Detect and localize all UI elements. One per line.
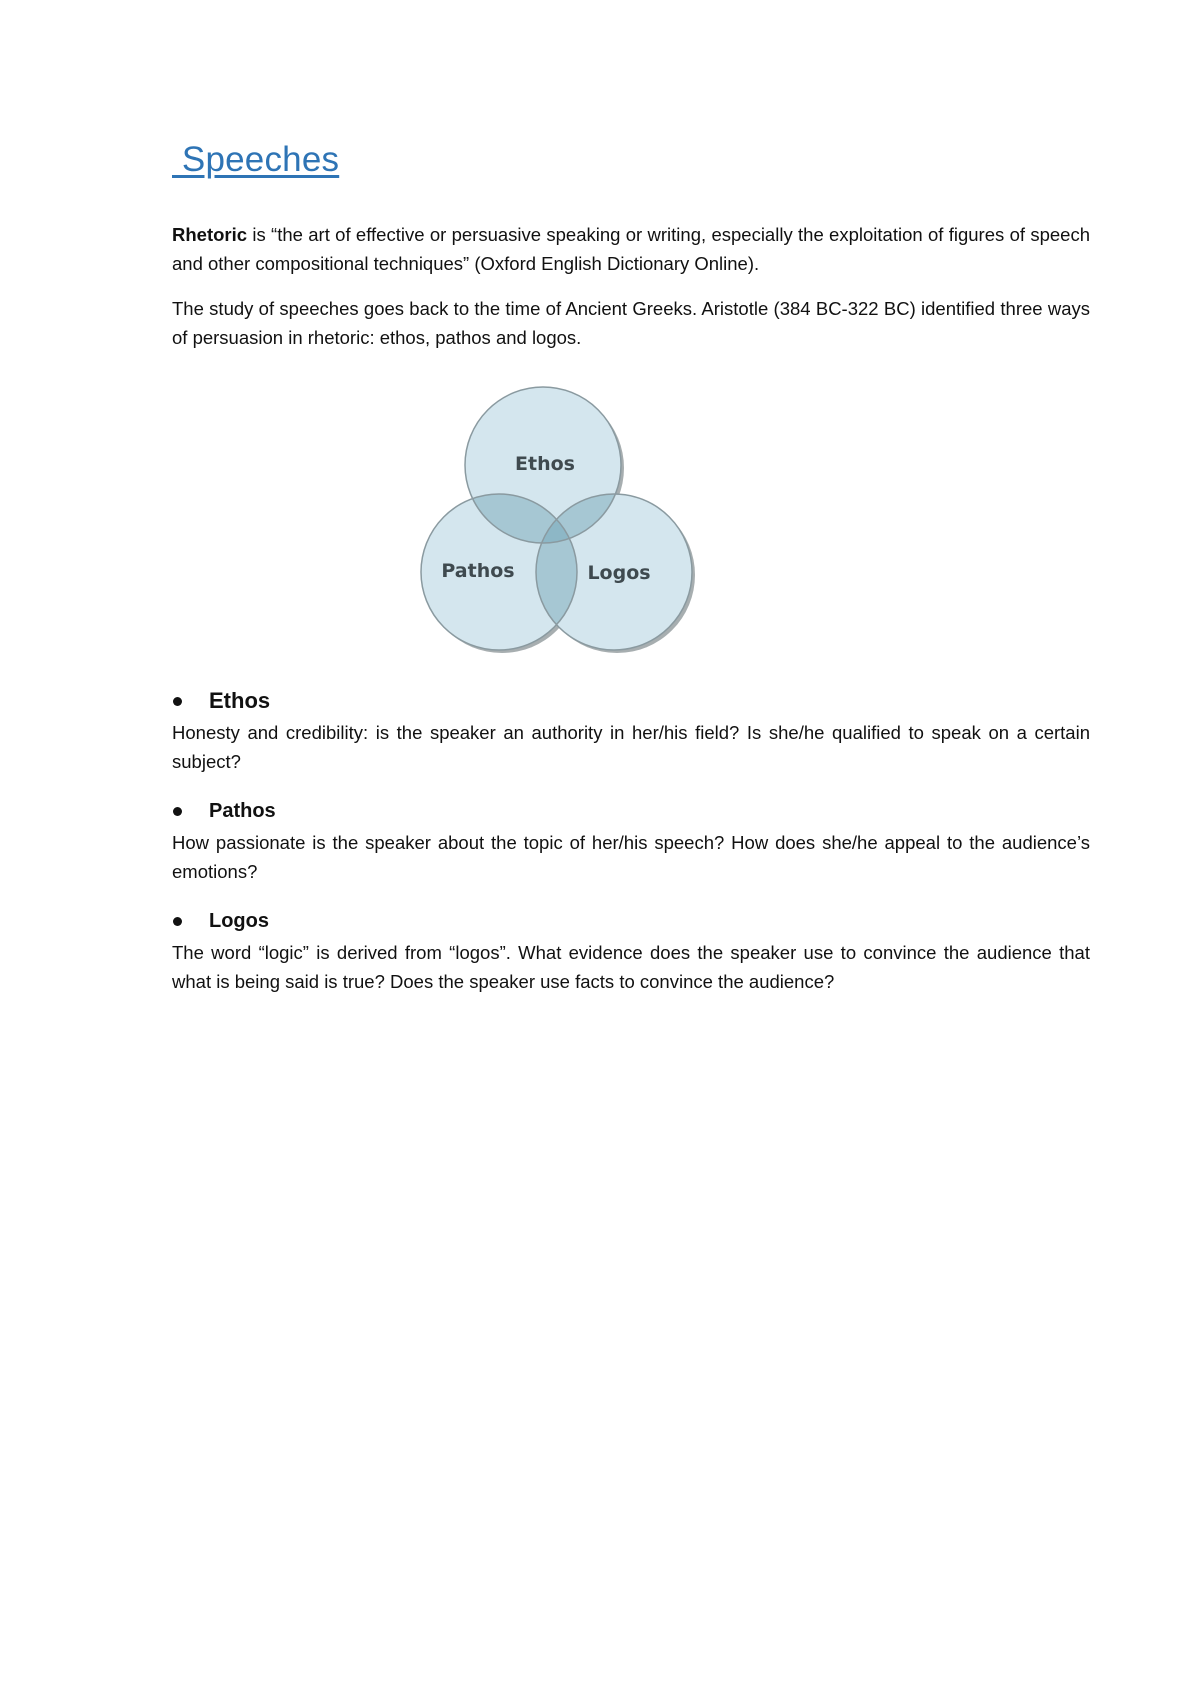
list-item-text: How passionate is the speaker about the topic of her/his speech? How does she/he appeal to the audience’s emotions?	[172, 832, 1090, 882]
rhetoric-definition-paragraph	[172, 220, 1090, 278]
list-item-heading	[172, 686, 1090, 716]
history-paragraph: The study of speeches goes back to the time of Ancient Greeks. Aristotle (384 BC-322 BC) identified three ways of persuasion in rhetoric: ethos, pathos and logos.	[172, 298, 1090, 348]
list-item-title: Ethos	[209, 688, 271, 713]
bullet-icon	[173, 917, 182, 926]
list-item-pathos	[172, 796, 1090, 886]
list-item-logos	[172, 906, 1090, 996]
list-item-title: Pathos	[209, 799, 276, 822]
list-item-ethos	[172, 686, 1090, 776]
list-item-heading	[172, 906, 1090, 936]
venn-diagram-graphic	[415, 386, 715, 676]
ethos-label: Ethos	[515, 453, 575, 475]
list-item-text: Honesty and credibility: is the speaker an authority in her/his field? Is she/he qualified to speak on a certain subject?	[172, 722, 1090, 772]
logos-label: Logos	[587, 562, 651, 584]
list-item-title: Logos	[209, 909, 269, 932]
pathos-label: Pathos	[441, 560, 515, 582]
list-item-text: The word “logic” is derived from “logos”. What evidence does the speaker use to convince the audience that what is being said is true? Does the speaker use facts to convince the audience?	[172, 942, 1090, 992]
rhetoric-definition-text: is “the art of effective or persuasive speaking or writing, especially the exploitation of figures of speech and other compositional techniques” (Oxford English Dictionary Online).	[172, 224, 1090, 274]
rhetoric-term: Rhetoric	[172, 224, 248, 245]
list-item-heading	[172, 796, 1090, 826]
page-title: Speeches	[172, 140, 340, 179]
document-page	[172, 140, 1090, 996]
bullet-icon	[173, 807, 182, 816]
persuasion-venn-diagram	[172, 386, 1090, 686]
bullet-icon	[173, 697, 182, 706]
